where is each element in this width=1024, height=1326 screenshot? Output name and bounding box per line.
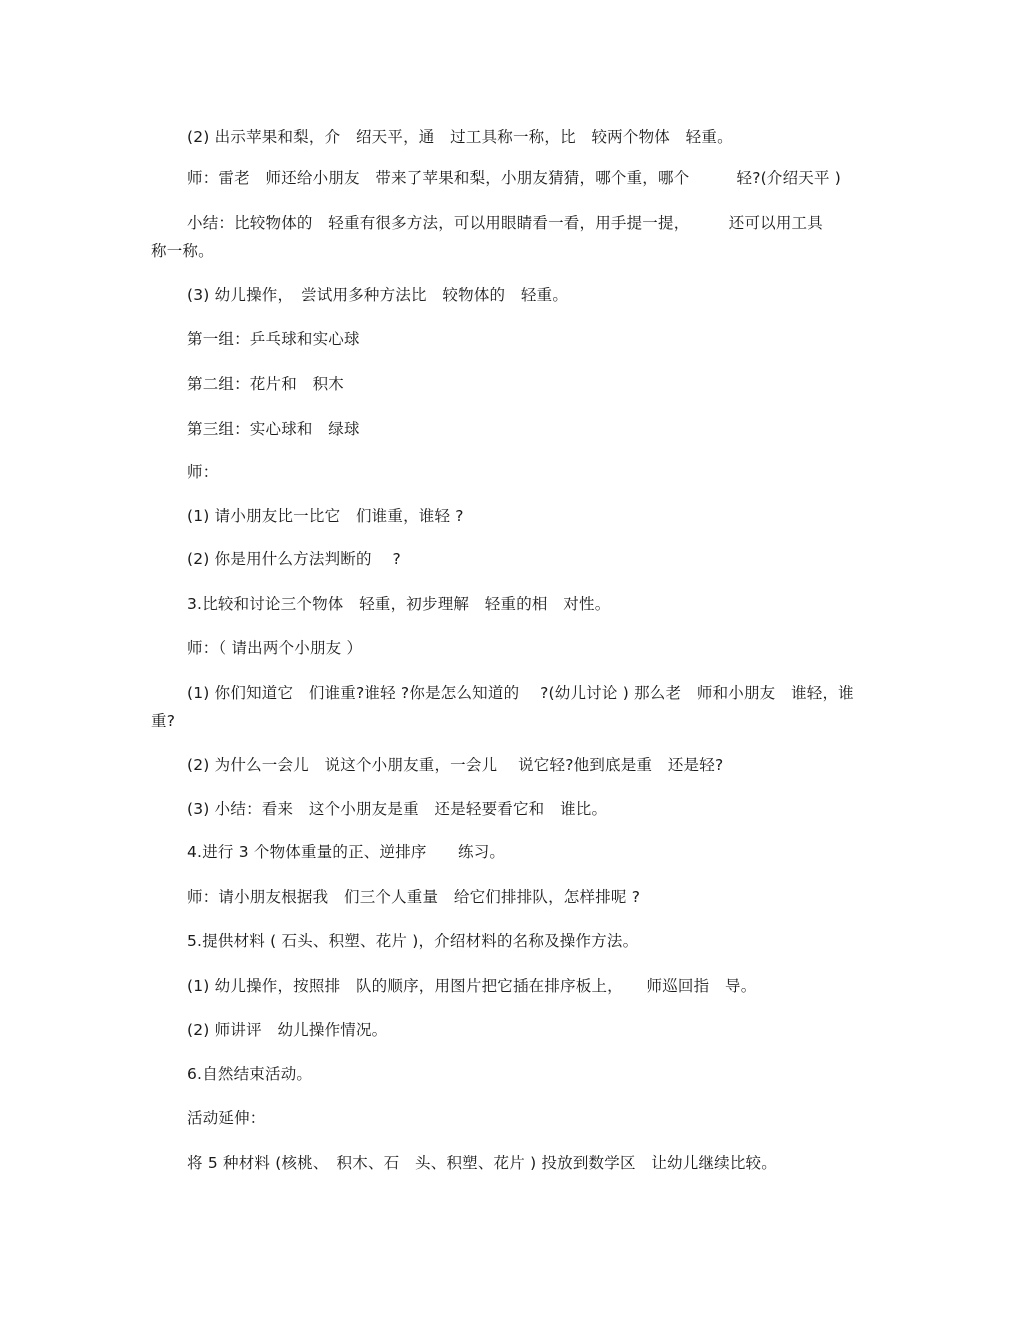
text-line: (2) 师讲评 幼儿操作情况。 [187, 1021, 388, 1039]
text-line: 师：请小朋友根据我 们三个人重量 给它们排排队，怎样排呢 ? [187, 888, 641, 906]
text-line: 第二组：花片和 积木 [187, 375, 345, 393]
text-line: (3) 幼儿操作， 尝试用多种方法比 较物体的 轻重。 [187, 286, 569, 304]
text-line: (1) 你们知道它 们谁重?谁轻 ?你是怎么知道的 ?(幼儿讨论 ) 那么老 师和小朋友 谁轻，谁 [187, 684, 854, 702]
text-line: 4.进行 3 个物体重量的正、逆排序 练习。 [187, 843, 506, 861]
text-line: (2) 出示苹果和梨，介 绍天平，通 过工具称一称，比 较两个物体 轻重。 [187, 128, 733, 146]
text-line: 师：雷老 师还给小朋友 带来了苹果和梨，小朋友猜猜，哪个重，哪个 轻?(介绍天平 ) [187, 169, 842, 187]
text-line: 3.比较和讨论三个物体 轻重，初步理解 轻重的相 对性。 [187, 595, 611, 613]
text-line: 小结：比较物体的 轻重有很多方法，可以用眼睛看一看，用手提一提， 还可以用工具 [187, 214, 823, 232]
text-line: (2) 为什么一会儿 说这个小朋友重，一会儿 说它轻?他到底是重 还是轻? [187, 756, 724, 774]
text-line: 第一组：乒乓球和实心球 [187, 330, 360, 348]
text-line: 师：（ 请出两个小朋友 ） [187, 639, 363, 657]
text-line: 师： [187, 463, 219, 481]
text-line: 5.提供材料 ( 石头、积塑、花片 )，介绍材料的名称及操作方法。 [187, 932, 639, 950]
text-line: 6.自然结束活动。 [187, 1065, 313, 1083]
text-line: 第三组：实心球和 绿球 [187, 420, 360, 438]
text-line: 重? [151, 712, 176, 730]
text-line: 活动延伸： [187, 1109, 266, 1127]
text-line: (2) 你是用什么方法判断的 ? [187, 550, 401, 568]
text-line: (1) 幼儿操作，按照排 队的顺序，用图片把它插在排序板上， 师巡回指 导。 [187, 977, 757, 995]
text-line: (1) 请小朋友比一比它 们谁重，谁轻 ? [187, 507, 464, 525]
text-line: 称一称。 [151, 242, 214, 260]
text-line: (3) 小结：看来 这个小朋友是重 还是轻要看它和 谁比。 [187, 800, 608, 818]
text-line: 将 5 种材料 (核桃、 积木、石 头、积塑、花片 ) 投放到数学区 让幼儿继续比较。 [187, 1154, 777, 1172]
